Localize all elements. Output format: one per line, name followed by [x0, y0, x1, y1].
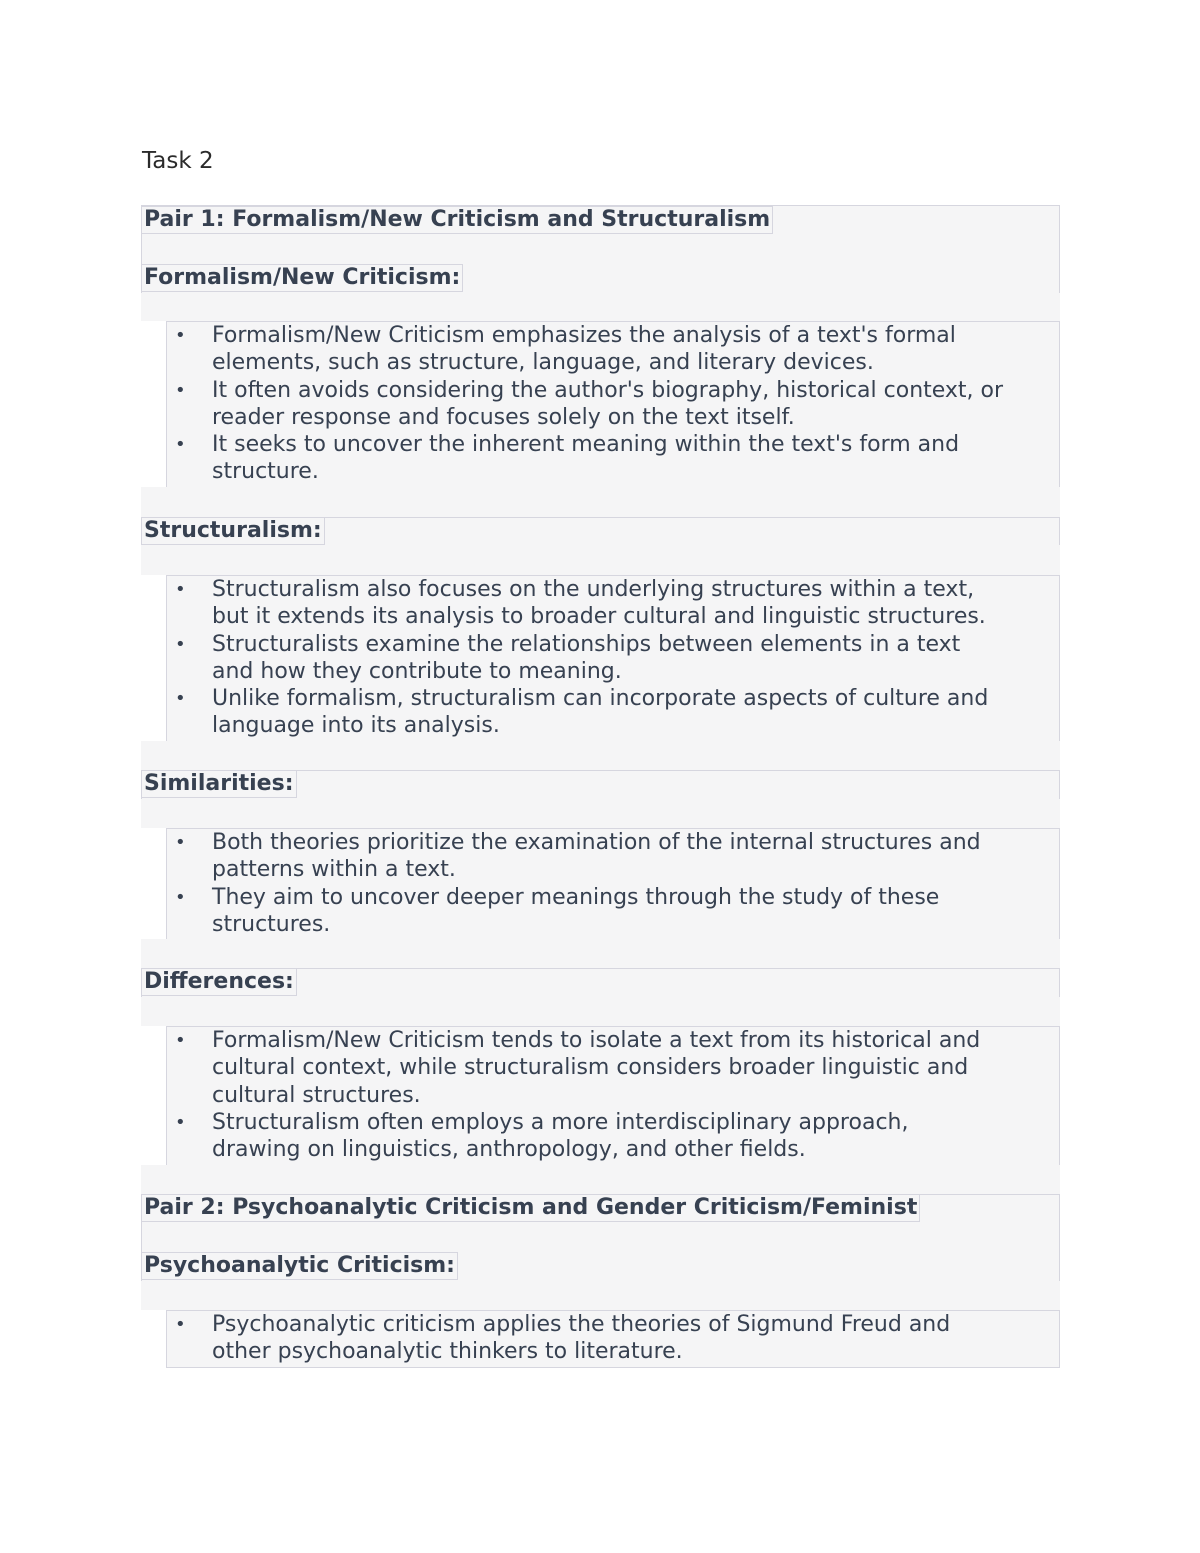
bullet-icon: • [175, 1111, 186, 1133]
bullet-icon: • [175, 379, 186, 401]
list-item-text: and how they contribute to meaning. [212, 658, 622, 684]
psychoanalytic-list [166, 1310, 1060, 1368]
bullet-icon: • [175, 1314, 186, 1335]
similarities-heading: Similarities: [141, 770, 297, 798]
structuralism-list [166, 575, 1060, 742]
list-item-text: Formalism/New Criticism tends to isolate a text from its historical and [212, 1028, 981, 1053]
list-item-text: Structuralism also focuses on the underlying structures within a text, [212, 577, 975, 602]
list-item [167, 685, 1059, 740]
bullet-icon: • [175, 434, 186, 456]
bullet-icon: • [175, 633, 186, 655]
formalism-heading: Formalism/New Criticism: [141, 264, 463, 292]
list-item-text: reader response and focuses solely on the text itself. [212, 404, 795, 430]
pair1-heading: Pair 1: Formalism/New Criticism and Structuralism [141, 206, 773, 234]
differences-list [166, 1026, 1060, 1166]
spacer-band [141, 939, 1060, 968]
list-item [167, 1027, 1059, 1109]
spacer-band [141, 293, 1060, 321]
bullet-icon: • [175, 325, 186, 346]
list-item-text: drawing on linguistics, anthropology, and other fields. [212, 1137, 806, 1163]
list-item-text: patterns within a text. [212, 857, 456, 883]
list-item-text: Both theories prioritize the examination of the internal structures and [212, 830, 981, 855]
list-item-text: Unlike formalism, structuralism can incorporate aspects of culture and [212, 686, 989, 712]
list-item-text: They aim to uncover deeper meanings through the study of these [212, 884, 940, 910]
differences-heading: Differences: [141, 968, 297, 996]
list-item [167, 377, 1059, 432]
pair2-heading: Pair 2: Psychoanalytic Criticism and Gender Criticism/Feminist [141, 1194, 920, 1222]
list-item-text: Structuralism often employs a more interdisciplinary approach, [212, 1109, 909, 1135]
list-item-text: It seeks to uncover the inherent meaning within the text's form and [212, 432, 960, 458]
list-item [167, 829, 1059, 884]
formalism-list [166, 321, 1060, 488]
bullet-icon: • [175, 1030, 186, 1051]
list-item-text: cultural structures. [212, 1082, 421, 1108]
spacer-band [141, 997, 1060, 1026]
list-item-text: language into its analysis. [212, 713, 500, 739]
list-item-text: cultural context, while structuralism considers broader linguistic and [212, 1055, 969, 1081]
spacer-band [141, 1281, 1060, 1310]
list-item-text: structures. [212, 911, 331, 937]
list-item [167, 631, 1059, 686]
structuralism-heading: Structuralism: [141, 517, 325, 545]
bullet-icon: • [175, 886, 186, 908]
list-item-text: structure. [212, 459, 319, 485]
list-item-text: Formalism/New Criticism emphasizes the analysis of a text's formal [212, 323, 956, 348]
list-item-text: but it extends its analysis to broader cultural and linguistic structures. [212, 604, 986, 630]
list-item-text: Psychoanalytic criticism applies the theories of Sigmund Freud and [212, 1312, 951, 1337]
spacer-band [141, 1165, 1060, 1194]
list-item [167, 1109, 1059, 1164]
spacer-band [141, 799, 1060, 828]
list-item-text: It often avoids considering the author's biography, historical context, or [212, 377, 1004, 403]
list-item [167, 1311, 1059, 1366]
spacer-band [141, 741, 1060, 770]
bullet-icon: • [175, 688, 186, 710]
spacer-band [141, 487, 1060, 517]
bullet-icon: • [175, 579, 186, 600]
list-item [167, 884, 1059, 939]
spacer-band [141, 545, 1060, 575]
psychoanalytic-heading: Psychoanalytic Criticism: [141, 1252, 458, 1280]
list-item-text: other psychoanalytic thinkers to literature. [212, 1339, 683, 1365]
list-item [167, 431, 1059, 486]
list-item-text: elements, such as structure, language, and literary devices. [212, 350, 874, 376]
page-title: Task 2 [142, 148, 214, 174]
bullet-icon: • [175, 832, 186, 853]
list-item [167, 322, 1059, 377]
list-item-text: Structuralists examine the relationships between elements in a text [212, 631, 961, 657]
list-item [167, 576, 1059, 631]
similarities-list [166, 828, 1060, 940]
